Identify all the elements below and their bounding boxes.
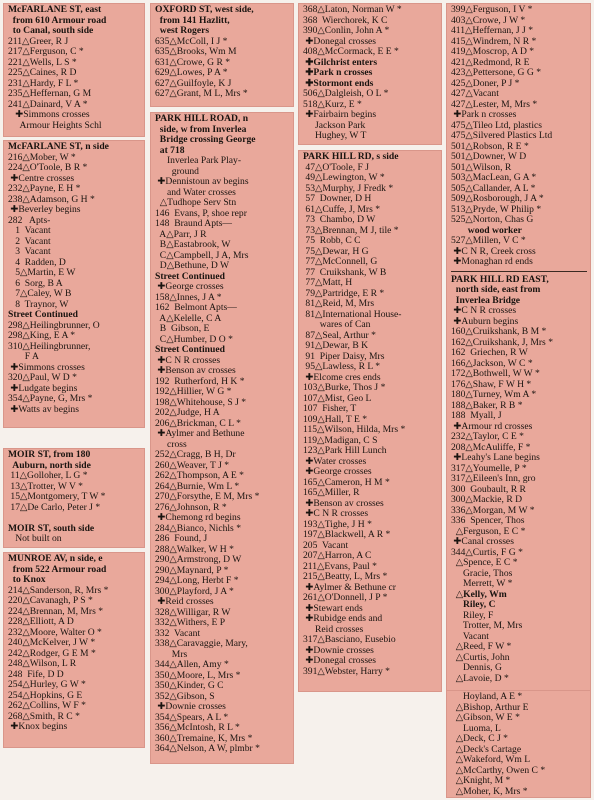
directory-entry: 408△McCormack, E E * bbox=[303, 47, 438, 58]
directory-entry: Jackson Park bbox=[303, 119, 366, 131]
directory-entry: 425△Doner, P J * bbox=[451, 79, 587, 90]
directory-entry: 505△Callander, A L * bbox=[451, 184, 587, 195]
directory-entry: cross bbox=[155, 438, 187, 450]
directory-entry: 162△Cruikshank, J, Mrs * bbox=[451, 338, 587, 349]
directory-entry: Riley, F bbox=[451, 609, 494, 621]
directory-entry: 47△O'Toole, F J bbox=[303, 161, 369, 173]
directory-entry: ✚C N R, Creek cross bbox=[451, 245, 536, 257]
directory-entry: 268△Smith, R C * bbox=[8, 712, 141, 723]
directory-entry: ✚Auburn begins bbox=[451, 315, 519, 327]
directory-entry: △Gibson, W E * bbox=[451, 713, 587, 724]
directory-entry: 193△Tighe, J H * bbox=[303, 520, 438, 531]
directory-entry: 7△Caley, W B bbox=[8, 288, 72, 299]
directory-entry: ✚Donegal crosses bbox=[303, 35, 377, 47]
directory-entry: 252△Cragg, B H, Dr bbox=[155, 449, 236, 460]
directory-entry: 5△Martin, E W bbox=[8, 267, 76, 278]
directory-entry: 338△Caravaggie, Mary, bbox=[155, 638, 248, 649]
directory-entry: 205 Vacant bbox=[303, 539, 349, 551]
directory-entry: 352△Gibson, S bbox=[155, 690, 215, 702]
entry-list bbox=[8, 142, 141, 415]
directory-entry: 8 Traynor, W bbox=[8, 298, 69, 310]
directory-entry: 73△Brennan, M J, tile * bbox=[303, 226, 438, 237]
directory-entry: C△Humber, D O * bbox=[155, 335, 290, 346]
directory-entry: Trotter, M, Mrs bbox=[451, 620, 523, 631]
directory-entry: 188△Baker, R B * bbox=[451, 401, 587, 412]
directory-entry: 631△Crowe, G R * bbox=[155, 58, 290, 69]
directory-entry: △Bishop, Arthur E bbox=[451, 701, 529, 713]
directory-entry: 635△McColl, I J * bbox=[155, 37, 290, 48]
directory-entry: ✚Elcome cres ends bbox=[303, 371, 381, 383]
directory-entry: 166△Jackson, W C * bbox=[451, 359, 587, 370]
directory-entry: ✚George crosses bbox=[155, 281, 224, 292]
directory-entry: 248 Fife, D D bbox=[8, 668, 64, 680]
directory-entry: ✚Aylmer and Bethune bbox=[155, 428, 245, 439]
directory-entry: △Deck, C J * bbox=[451, 734, 587, 745]
clip-moir-st bbox=[3, 448, 145, 548]
directory-entry: ✚C N R crosses bbox=[451, 305, 517, 316]
directory-entry: ✚Ludgate begins bbox=[8, 382, 78, 394]
directory-entry: △Moher, K, Mrs * bbox=[451, 787, 587, 798]
directory-entry: 73 Chambo, D W bbox=[303, 214, 376, 225]
directory-entry: 77△Matt, H bbox=[303, 277, 353, 288]
directory-heading: Street Continued bbox=[155, 270, 225, 282]
directory-entry: 261△O'Donnell, J P * bbox=[303, 593, 438, 604]
directory-entry: 4 Radden, D bbox=[8, 256, 66, 268]
entry-list bbox=[8, 5, 141, 131]
directory-entry: 475△Silvered Plastics Ltd bbox=[451, 130, 553, 141]
directory-entry: 368 Wierchorek, K C bbox=[303, 14, 388, 26]
directory-entry: 109△Hall, T E * bbox=[303, 415, 438, 426]
directory-entry: 332△Withers, E P bbox=[155, 617, 226, 628]
directory-entry: ✚Stewart ends bbox=[303, 602, 363, 614]
directory-entry: 91 Piper Daisy, Mrs bbox=[303, 350, 385, 362]
directory-entry: 1 Vacant bbox=[8, 225, 51, 236]
entry-list bbox=[8, 554, 141, 733]
directory-entry: 228△Elliott, A D bbox=[8, 616, 74, 627]
directory-entry: 6 Sorg, B A bbox=[8, 277, 63, 289]
directory-heading: to Canal, south side bbox=[8, 25, 94, 36]
directory-entry: 53△Murphy, J Fredk * bbox=[303, 184, 438, 195]
section-divider bbox=[451, 271, 587, 272]
directory-entry: 75△Dewar, H G bbox=[303, 245, 369, 257]
directory-entry: 513△Pryde, W Philip * bbox=[451, 205, 587, 216]
directory-entry: 419△Moscrop, A D * bbox=[451, 47, 587, 58]
directory-entry: ✚Canal crosses bbox=[451, 536, 514, 547]
directory-entry: 188 Myall, J bbox=[451, 410, 502, 421]
directory-entry: 192 Rutherford, H K * bbox=[155, 377, 290, 388]
directory-entry: 211△Evans, Paul * bbox=[303, 562, 438, 573]
directory-entry: 501△Downer, W D bbox=[451, 151, 527, 162]
directory-entry: 270△Forsythe, E M, Mrs * bbox=[155, 492, 290, 503]
directory-heading: from 141 Hazlitt, bbox=[155, 14, 230, 26]
directory-entry: ✚Water crosses bbox=[303, 455, 367, 467]
directory-entry: ✚Downie crosses bbox=[303, 644, 374, 656]
directory-heading: Riley, C bbox=[451, 599, 496, 610]
directory-entry: ✚Park n crosses bbox=[451, 109, 517, 120]
directory-entry: ✚Leahy's Lane begins bbox=[451, 452, 540, 463]
clip-park-hill-east-cont bbox=[446, 690, 591, 798]
directory-entry: △Curtis, John bbox=[451, 651, 510, 663]
directory-heading: PARK HILL ROAD, n bbox=[155, 113, 249, 124]
directory-entry: ✚Dennistoun av begins bbox=[155, 176, 249, 187]
directory-heading: PARK HILL RD, s side bbox=[303, 151, 399, 162]
directory-entry: 509△Rosborough, J A * bbox=[451, 194, 587, 205]
directory-entry: 3 Vacant bbox=[8, 246, 51, 257]
directory-entry: 264△Burnie, Wm L * bbox=[155, 482, 290, 493]
directory-heading: PARK HILL RD EAST, bbox=[451, 273, 549, 285]
directory-heading: side, w from Inverlea bbox=[155, 123, 247, 135]
directory-entry: 635△Brooks, Wm M bbox=[155, 46, 237, 57]
directory-entry: 262△Thompson, A E * bbox=[155, 471, 290, 482]
directory-entry: 360△Tremaine, K, Mrs * bbox=[155, 734, 290, 745]
directory-entry: △Wakeford, Wm L bbox=[451, 754, 531, 765]
directory-entry: △Ferguson, E C * bbox=[451, 527, 587, 538]
directory-entry: 81△Reid, M, Mrs bbox=[303, 298, 375, 309]
directory-entry: 91△Dewar, B K bbox=[303, 340, 369, 351]
directory-entry: 231△Hardy, F L * bbox=[8, 79, 141, 90]
directory-entry: 162 Belmont Apts— bbox=[155, 302, 237, 313]
directory-entry: 221△Wells, L S * bbox=[8, 58, 141, 69]
clip-mcfarlane-east bbox=[3, 3, 145, 137]
directory-entry: A△Parr, J R bbox=[155, 228, 207, 240]
directory-entry: 421△Redmond, R E bbox=[451, 56, 530, 68]
directory-entry: 310△Heilingbrunner, bbox=[8, 340, 91, 352]
directory-entry: 180△Turney, Wm A * bbox=[451, 390, 587, 401]
directory-entry: wares of Can bbox=[303, 319, 371, 330]
directory-heading: ✚Park n crosses bbox=[303, 67, 373, 78]
directory-entry: 627△Grant, M L, Mrs * bbox=[155, 89, 290, 100]
directory-entry: 288△Walker, W H * bbox=[155, 545, 290, 556]
directory-heading: Bridge crossing George bbox=[155, 134, 256, 145]
directory-entry: 525△Norton, Chas G bbox=[451, 214, 534, 225]
directory-entry: 317△Eileen's Inn, gro bbox=[451, 473, 536, 484]
directory-entry: 254△Hopkins, G E bbox=[8, 689, 83, 701]
directory-entry: 172△Bothwell, W W * bbox=[451, 369, 587, 380]
directory-entry: Luoma, L bbox=[451, 722, 501, 734]
clip-park-hill-east bbox=[446, 3, 591, 693]
directory-entry: 49△Lewington, W * bbox=[303, 173, 438, 184]
directory-entry: 423△Pettersone, G G * bbox=[451, 68, 587, 79]
directory-entry: ✚Aylmer & Bethune cr bbox=[303, 581, 396, 593]
entry-list bbox=[8, 450, 141, 545]
directory-entry: Armour Heights Schl bbox=[8, 119, 102, 131]
directory-entry: A△Kelelle, C A bbox=[155, 312, 222, 324]
directory-entry: 300△Mackie, R D bbox=[451, 494, 523, 505]
directory-entry: and Water crosses bbox=[155, 186, 236, 198]
directory-entry: ground bbox=[155, 165, 199, 177]
directory-heading: MOIR ST, south side bbox=[8, 522, 95, 534]
directory-entry: D△Bethune, D W bbox=[155, 260, 230, 271]
directory-entry: Reid crosses bbox=[303, 623, 364, 635]
directory-entry: ✚Monaghan rd ends bbox=[451, 256, 533, 267]
directory-heading: MUNROE AV, n side, e bbox=[8, 553, 103, 564]
directory-entry: 501△Wilson, R bbox=[451, 161, 512, 173]
directory-entry: 208△McAuliffe, F * bbox=[451, 443, 587, 454]
directory-entry: 298△King, E A * bbox=[8, 331, 141, 342]
directory-entry: 501△Robson, R E * bbox=[451, 142, 587, 153]
clip-park-hill-north bbox=[150, 112, 294, 764]
entry-list bbox=[155, 5, 290, 100]
directory-entry: 317△Youmelle, P * bbox=[451, 464, 587, 475]
directory-entry: ✚Downie crosses bbox=[155, 701, 226, 712]
directory-entry: 518△Kurz, E * bbox=[303, 100, 438, 111]
directory-entry: 336 Spencer, Thos bbox=[451, 515, 525, 526]
directory-heading: ✚Stormont ends bbox=[303, 77, 374, 89]
directory-entry: 107 Fisher, T bbox=[303, 403, 357, 414]
directory-entry: 165△Cameron, H M * bbox=[303, 478, 438, 489]
directory-heading: Inverlea Bridge bbox=[451, 294, 521, 306]
directory-entry: 300 Goubault, R R bbox=[451, 483, 526, 495]
directory-entry: 427△Vacant bbox=[451, 88, 499, 99]
directory-entry: 77△McConnell, G bbox=[303, 256, 378, 267]
directory-entry: 391△Webster, Harry * bbox=[303, 667, 438, 678]
directory-entry: △Deck's Cartage bbox=[451, 743, 522, 755]
entry-list bbox=[451, 692, 587, 797]
directory-entry: ✚C N R crosses bbox=[303, 508, 369, 519]
directory-entry: ✚Donegal crosses bbox=[303, 655, 377, 666]
directory-entry: ✚Benson av crosses bbox=[155, 365, 236, 376]
directory-entry: 350△Kinder, G C bbox=[155, 680, 224, 691]
directory-entry: 220△Cavanagh, P S * bbox=[8, 596, 141, 607]
directory-entry: 328△Willigar, R W bbox=[155, 606, 231, 618]
directory-entry: 197△Blackwell, A R * bbox=[303, 530, 438, 541]
directory-entry: 290△Maynard, P * bbox=[155, 566, 290, 577]
directory-entry: 232△Payne, E H * bbox=[8, 184, 141, 195]
directory-entry: 61△Cuffe, J, Mrs * bbox=[303, 205, 438, 216]
directory-entry: 119△Madigan, C S bbox=[303, 434, 378, 446]
directory-entry: 198△Whitehouse, S J * bbox=[155, 398, 290, 409]
directory-entry: Mrs bbox=[155, 648, 188, 660]
directory-entry: 242△Rodger, G E M * bbox=[8, 649, 141, 660]
directory-entry: Inverlea Park Play- bbox=[155, 155, 242, 166]
directory-heading: Street Continued bbox=[8, 309, 78, 320]
clip-mcfarlane-north bbox=[3, 140, 145, 428]
directory-entry: 240△McKelver, J W * bbox=[8, 638, 141, 649]
directory-heading: ✚Gilchrist enters bbox=[303, 56, 378, 68]
directory-heading: from 610 Armour road bbox=[8, 14, 107, 26]
directory-entry: 390△Conlin, John A * bbox=[303, 26, 438, 37]
directory-heading: McFARLANE ST, east bbox=[8, 4, 102, 15]
directory-entry: 527△Millen, V C * bbox=[451, 236, 587, 247]
directory-entry: 217△Ferguson, C * bbox=[8, 47, 141, 58]
directory-entry: Hoyland, A E * bbox=[451, 692, 587, 703]
directory-entry: ✚Knox begins bbox=[8, 721, 68, 732]
directory-entry: 146 Evans, P, shoe repr bbox=[155, 207, 247, 219]
directory-entry: 115△Wilson, Hilda, Mrs * bbox=[303, 425, 438, 436]
directory-entry: 77 Cruikshank, W B bbox=[303, 266, 387, 278]
directory-heading: McFARLANE ST, n side bbox=[8, 141, 109, 152]
directory-heading: from 522 Armour road bbox=[8, 563, 107, 575]
directory-entry: 81△International House- bbox=[303, 308, 402, 320]
directory-entry: Vacant bbox=[451, 630, 489, 642]
directory-entry: 503△MacLean, G A * bbox=[451, 173, 587, 184]
directory-heading: west Rogers bbox=[155, 25, 210, 36]
directory-heading: wood worker bbox=[451, 224, 522, 236]
directory-entry: 123△Park Hill Lunch bbox=[303, 445, 387, 456]
directory-heading: at 718 bbox=[155, 144, 185, 156]
directory-entry bbox=[8, 513, 141, 524]
directory-heading: OXFORD ST, west side, bbox=[155, 4, 254, 15]
directory-entry: 11△Golloher, L G * bbox=[8, 471, 141, 482]
directory-entry: 224△O'Toole, B R * bbox=[8, 163, 141, 174]
directory-entry: 260△Weaver, T J * bbox=[155, 461, 290, 472]
directory-entry: 506△Dalgleish, O L * bbox=[303, 89, 438, 100]
directory-entry: 344△Allen, Amy * bbox=[155, 660, 290, 671]
directory-entry: ✚George crosses bbox=[303, 466, 372, 477]
directory-entry: 95△Lawless, R L * bbox=[303, 362, 438, 373]
directory-heading: Auburn, north side bbox=[8, 459, 91, 471]
directory-entry: 235△Heffernan, G M bbox=[8, 88, 92, 99]
directory-entry: 262△Collins, W F * bbox=[8, 701, 141, 712]
entry-list bbox=[451, 5, 587, 684]
directory-entry: 332 Vacant bbox=[155, 627, 201, 639]
directory-entry: △McCarthy, Owen C * bbox=[451, 766, 587, 777]
clip-oxford-st bbox=[150, 3, 294, 107]
directory-entry: 427△Lester, M, Mrs * bbox=[451, 100, 587, 111]
directory-entry: Gracie, Thos bbox=[451, 567, 513, 579]
directory-entry: 107△Mist, Geo L bbox=[303, 392, 372, 404]
directory-entry: B Gibson, E bbox=[155, 323, 210, 334]
directory-entry: 214△Sanderson, R, Mrs * bbox=[8, 586, 141, 597]
directory-entry: 238△Adamson, G H * bbox=[8, 195, 141, 206]
directory-entry: 207△Harron, A C bbox=[303, 550, 372, 561]
directory-entry: ✚C N R crosses bbox=[155, 354, 221, 366]
entry-list bbox=[155, 114, 290, 755]
directory-entry: 148 Braund Apts— bbox=[155, 218, 233, 229]
directory-entry: ✚Simmons crosses bbox=[8, 361, 85, 373]
entry-list bbox=[303, 5, 438, 142]
directory-entry: 415△Windrem, N R * bbox=[451, 37, 587, 48]
directory-entry: 320△Paul, W D * bbox=[8, 373, 141, 384]
directory-entry: 403△Crowe, J W * bbox=[451, 16, 587, 27]
clip-park-hill-cont bbox=[298, 3, 442, 145]
clip-munroe-av bbox=[3, 552, 145, 748]
directory-entry: 350△Moore, L, Mrs * bbox=[155, 671, 290, 682]
directory-entry: 354△Payne, G, Mrs * bbox=[8, 394, 141, 405]
directory-entry: 368△Laton, Norman W * bbox=[303, 5, 438, 16]
directory-heading: Street Continued bbox=[155, 344, 225, 355]
directory-heading: △Kelly, Wm bbox=[451, 588, 507, 600]
directory-entry: ✚Rubidge ends and bbox=[303, 613, 383, 624]
directory-entry: 286 Found, J bbox=[155, 533, 208, 544]
directory-entry: 224△Brennan, M, Mrs * bbox=[8, 607, 141, 618]
directory-entry: 475△Tileo Ltd, plastics bbox=[451, 119, 542, 131]
directory-heading: MOIR ST, from 180 bbox=[8, 449, 91, 460]
directory-entry: 87△Seal, Arthur * bbox=[303, 331, 438, 342]
directory-entry: Dennis, G bbox=[451, 662, 502, 673]
directory-entry: 354△Spears, A L * bbox=[155, 713, 290, 724]
directory-entry: 17△De Carlo, Peter J * bbox=[8, 503, 141, 514]
directory-entry: 336△Morgan, M W * bbox=[451, 506, 587, 517]
directory-entry: 225△Caines, R D bbox=[8, 67, 77, 78]
directory-entry: B△Eastabrook, W bbox=[155, 239, 231, 250]
directory-entry: ✚Chemong rd begins bbox=[155, 512, 241, 523]
directory-entry: △Knight, M * bbox=[451, 776, 587, 787]
directory-entry: 160△Cruikshank, B M * bbox=[451, 327, 587, 338]
directory-entry: ✚Beverley begins bbox=[8, 204, 81, 215]
directory-entry: 232△Taylor, C E * bbox=[451, 432, 587, 443]
directory-entry: Hughey, W T bbox=[303, 130, 367, 141]
directory-entry: ✚Watts av begins bbox=[8, 403, 79, 415]
directory-entry: 317△Basciano, Eusebio bbox=[303, 634, 396, 645]
directory-entry: 162 Griechen, R W bbox=[451, 347, 528, 358]
directory-entry: △Spence, E C * bbox=[451, 558, 587, 569]
directory-entry: 284△Bianco, Nichls * bbox=[155, 524, 290, 535]
directory-entry: ✚Reid crosses bbox=[155, 596, 214, 607]
directory-entry: 232△Moore, Walter O * bbox=[8, 628, 141, 639]
directory-entry: 399△Ferguson, I V * bbox=[451, 5, 587, 16]
directory-entry: ✚Armour rd crosses bbox=[451, 420, 533, 432]
directory-heading: north side, east from bbox=[451, 284, 541, 295]
directory-entry: 158△Innes, J A * bbox=[155, 293, 290, 304]
directory-entry: 57 Downer, D H bbox=[303, 193, 372, 204]
directory-entry: ✚Fairbairn begins bbox=[303, 109, 377, 120]
directory-entry: C△Campbell, J A, Mrs bbox=[155, 249, 249, 261]
directory-heading: to Knox bbox=[8, 574, 46, 585]
directory-entry: 211△Greer, R J bbox=[8, 35, 69, 47]
directory-entry: 629△Lowes, P A * bbox=[155, 68, 290, 79]
directory-entry: 176△Shaw, F W H * bbox=[451, 380, 587, 391]
directory-entry: 248△Wilson, L R bbox=[8, 658, 77, 669]
directory-entry: 75 Robb, C C bbox=[303, 235, 361, 246]
directory-entry: △Reed, F W * bbox=[451, 642, 587, 653]
directory-entry: 356△McIntosh, R L * bbox=[155, 723, 290, 734]
directory-entry: 364△Nelson, A W, plmbr * bbox=[155, 744, 290, 755]
directory-entry: Not built on bbox=[8, 533, 62, 544]
directory-entry: 282 Apts- bbox=[8, 214, 51, 226]
directory-entry: ✚Centre crosses bbox=[8, 172, 75, 184]
directory-entry: 344△Curtis, F G * bbox=[451, 548, 587, 559]
directory-entry: 290△Armstrong, D W bbox=[155, 554, 242, 565]
directory-entry: 13△Trotter, W V * bbox=[8, 482, 141, 493]
directory-entry: △Tudhope Serv Stn bbox=[155, 197, 237, 208]
directory-entry: 411△Heffernan, J J * bbox=[451, 26, 587, 37]
directory-entry: 103△Burke, Thos J * bbox=[303, 383, 438, 394]
directory-entry: 79△Partridge, E R * bbox=[303, 289, 438, 300]
entry-list bbox=[303, 152, 438, 677]
directory-entry: 206△Brickman, C L * bbox=[155, 419, 290, 430]
directory-entry: 15△Montgomery, T W * bbox=[8, 492, 141, 503]
directory-entry: F A bbox=[8, 351, 39, 362]
directory-entry: 165△Miller, R bbox=[303, 487, 360, 498]
directory-entry: ✚Simmons crosses bbox=[8, 109, 90, 120]
directory-entry: 276△Johnson, R * bbox=[155, 503, 290, 514]
directory-entry: 2 Vacant bbox=[8, 235, 51, 247]
directory-entry: Merrett, W * bbox=[451, 579, 587, 590]
directory-entry: 241△Dainard, V A * bbox=[8, 100, 141, 111]
directory-entry: 202△Judge, H A bbox=[155, 407, 220, 418]
directory-entry: 215△Beatty, L, Mrs * bbox=[303, 572, 438, 583]
directory-entry: 254△Hurley, G W * bbox=[8, 680, 141, 691]
directory-entry: 627△Guilfoyle, K J bbox=[155, 77, 232, 89]
directory-entry: ✚Benson av crosses bbox=[303, 497, 384, 509]
directory-entry: △Lavoie, D * bbox=[451, 674, 587, 685]
clip-park-hill-south bbox=[298, 150, 442, 692]
directory-entry: 298△Heilingbrunner, O bbox=[8, 319, 100, 331]
directory-entry: 216△Mober, W * bbox=[8, 153, 141, 164]
directory-entry: 300△Playford, J A * bbox=[155, 587, 290, 598]
directory-entry: 192△Hillier, W G * bbox=[155, 387, 290, 398]
directory-entry: 294△Long, Herbt F * bbox=[155, 576, 290, 587]
